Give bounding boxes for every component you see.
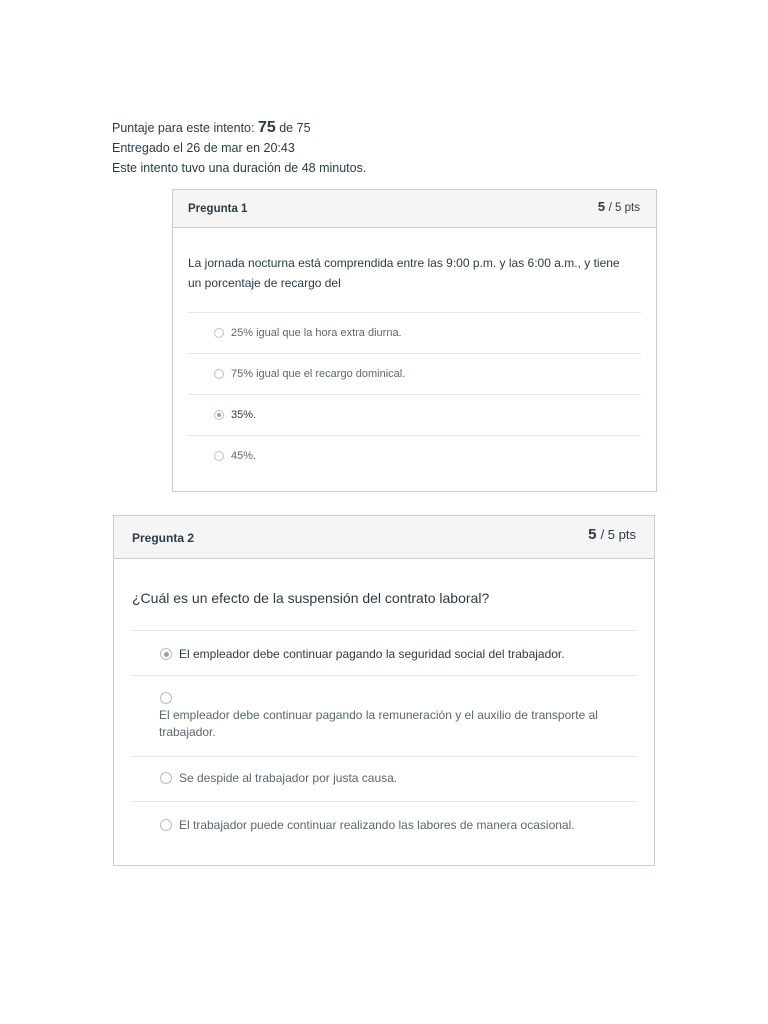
score-value: 75 bbox=[257, 119, 276, 136]
answer-list bbox=[188, 312, 641, 476]
radio-unselected-icon[interactable] bbox=[214, 451, 224, 461]
radio-unselected-icon[interactable] bbox=[160, 819, 172, 831]
answer-label: El empleador debe continuar pagando la seguridad social del trabajador. bbox=[179, 647, 565, 661]
answer-label: Se despide al trabajador por justa causa. bbox=[179, 771, 398, 785]
question-title: Pregunta 1 bbox=[188, 203, 248, 215]
question-points-total: / 5 pts bbox=[608, 202, 640, 214]
attempt-duration: Este intento tuvo una duración de 48 minutos. bbox=[112, 161, 367, 175]
answer-option[interactable] bbox=[188, 353, 641, 394]
answer-option[interactable] bbox=[132, 801, 636, 846]
question-points-total: / 5 pts bbox=[600, 527, 636, 542]
question-points bbox=[598, 199, 640, 214]
answer-option-selected[interactable] bbox=[188, 394, 641, 435]
answer-option[interactable] bbox=[188, 435, 641, 476]
answer-label: 35%. bbox=[231, 409, 257, 421]
score-label: Puntaje para este intento: bbox=[112, 121, 255, 135]
question-score: 5 bbox=[597, 199, 606, 214]
question-points bbox=[588, 526, 636, 543]
score-line bbox=[112, 118, 366, 138]
score-total: de 75 bbox=[279, 121, 311, 135]
answer-list bbox=[132, 630, 636, 846]
question-score: 5 bbox=[588, 526, 597, 543]
attempt-summary bbox=[112, 118, 366, 178]
question-header bbox=[114, 516, 654, 559]
answer-label: 45%. bbox=[231, 450, 257, 462]
question-title: Pregunta 2 bbox=[132, 531, 195, 545]
radio-selected-icon[interactable] bbox=[160, 648, 172, 660]
answer-label: El empleador debe continuar pagando la remuneración y el auxilio de transporte al trabajador. bbox=[159, 708, 598, 739]
question-card-1 bbox=[172, 189, 657, 492]
question-text: ¿Cuál es un efecto de la suspensión del contrato laboral? bbox=[132, 590, 490, 606]
question-header bbox=[173, 190, 656, 228]
answer-label: El trabajador puede continuar realizando las labores de manera ocasional. bbox=[179, 818, 575, 832]
answer-option[interactable] bbox=[132, 756, 636, 801]
radio-selected-icon[interactable] bbox=[214, 410, 224, 420]
radio-unselected-icon[interactable] bbox=[160, 692, 172, 704]
question-text: La jornada nocturna está comprendida entre las 9:00 p.m. y las 6:00 a.m., y tiene un porcentaje de recargo del bbox=[188, 256, 620, 290]
radio-unselected-icon[interactable] bbox=[160, 772, 172, 784]
radio-unselected-icon[interactable] bbox=[214, 369, 224, 379]
answer-option[interactable] bbox=[188, 312, 641, 353]
answer-option[interactable] bbox=[132, 675, 636, 756]
answer-option-selected[interactable] bbox=[132, 630, 636, 675]
submitted-date: Entregado el 26 de mar en 20:43 bbox=[112, 141, 295, 155]
question-card-2 bbox=[113, 515, 655, 866]
radio-unselected-icon[interactable] bbox=[214, 328, 224, 338]
answer-label: 75% igual que el recargo dominical. bbox=[231, 368, 406, 380]
answer-label: 25% igual que la hora extra diurna. bbox=[231, 327, 402, 339]
